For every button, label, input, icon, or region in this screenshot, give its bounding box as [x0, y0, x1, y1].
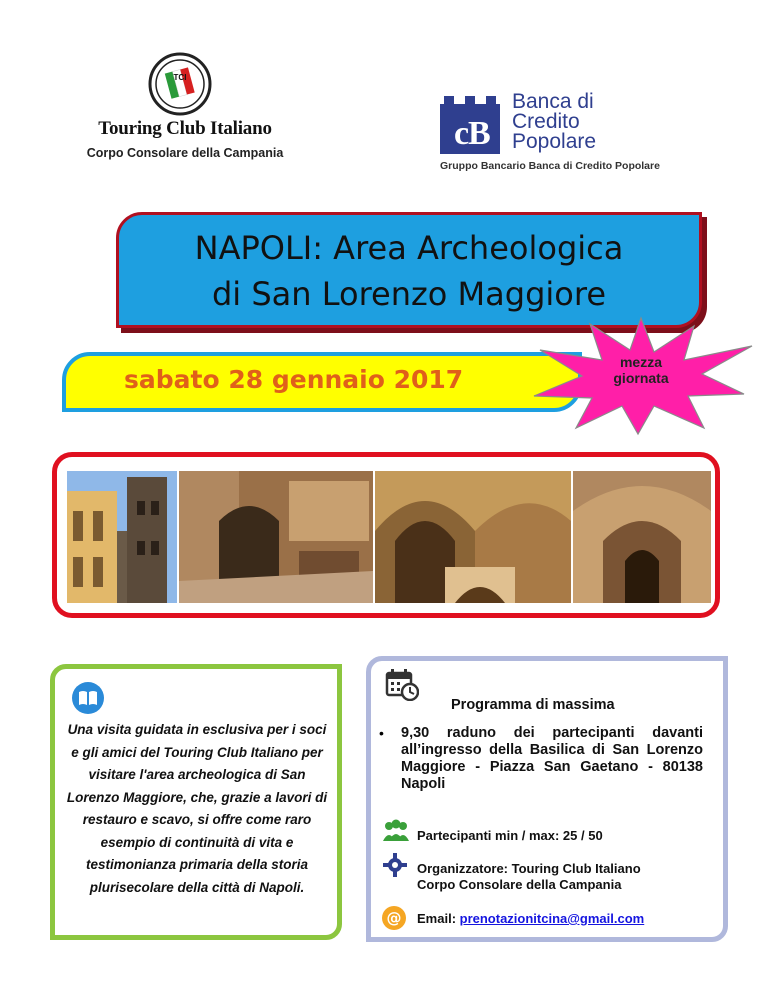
bank-name	[512, 92, 596, 152]
bank-name-line3: Popolare	[512, 130, 597, 153]
book-icon	[71, 681, 105, 715]
participants-text: Partecipanti min / max: 25 / 50	[417, 828, 603, 843]
description-text: Una visita guidata in esclusiva per i soci e gli amici del Touring Club Italiano per visitare l'area archeologica di San Lorenzo Maggiore, che, grazie a lavori di restauro e scavo, si offre come raro esempio di continuità di vita e testimonianza primaria della storia plurisecolare della città di Napoli.	[66, 722, 328, 895]
badge-line1: mezza	[619, 354, 663, 370]
title-line1: NAPOLI: Area Archeologica	[194, 229, 624, 267]
church-facade-photo	[67, 471, 177, 603]
email-line	[417, 911, 644, 926]
title-line2: di San Lorenzo Maggiore	[211, 275, 606, 313]
svg-text:@: @	[386, 909, 402, 927]
people-icon	[381, 819, 411, 843]
gear-icon	[383, 853, 407, 877]
tci-emblem-icon	[148, 52, 212, 116]
photo-strip	[52, 452, 720, 618]
half-day-badge	[526, 316, 756, 436]
calendar-clock-icon	[385, 667, 419, 701]
program-box	[366, 656, 728, 942]
bank-name-line1: Banca di	[512, 90, 594, 113]
svg-text:c: c	[454, 115, 470, 152]
svg-text:TCI: TCI	[173, 73, 187, 82]
bank-subtitle: Gruppo Bancario Banca di Credito Popolare	[440, 160, 660, 172]
badge-line2: giornata	[613, 370, 669, 386]
vaulted-tunnel-photo	[573, 471, 711, 603]
tci-name: Touring Club Italiano	[98, 118, 272, 139]
organizer-line2: Corpo Consolare della Campania	[417, 877, 622, 892]
at-icon	[381, 905, 407, 931]
brick-ruins-photo	[179, 471, 373, 603]
email-label: Email	[417, 911, 452, 926]
tci-subtitle: Corpo Consolare della Campania	[86, 146, 284, 160]
bullet: •	[379, 725, 384, 741]
program-item: 9,30 raduno dei partecipanti davanti all’ingresso della Basilica di San Lorenzo Maggiore - Piazza San Gaetano - 80138 Napoli	[401, 725, 703, 792]
organizer-line1: Organizzatore: Touring Club Italiano	[417, 861, 641, 876]
date-banner	[62, 352, 582, 412]
svg-text:B: B	[468, 115, 491, 152]
bank-logo	[440, 92, 730, 182]
underground-arches-photo	[375, 471, 571, 603]
title-box	[116, 212, 702, 328]
email-separator: :	[451, 911, 460, 926]
tci-logo	[70, 52, 300, 172]
email-link[interactable]: prenotazionitcina@gmail.com	[459, 911, 645, 926]
event-date: sabato 28 gennaio 2017	[124, 365, 464, 394]
badge-text	[526, 354, 756, 386]
description-box	[50, 664, 342, 940]
program-heading: Programma di massima	[451, 697, 615, 713]
bank-name-line2: Credito	[512, 110, 580, 133]
bank-emblem-icon	[440, 96, 500, 154]
